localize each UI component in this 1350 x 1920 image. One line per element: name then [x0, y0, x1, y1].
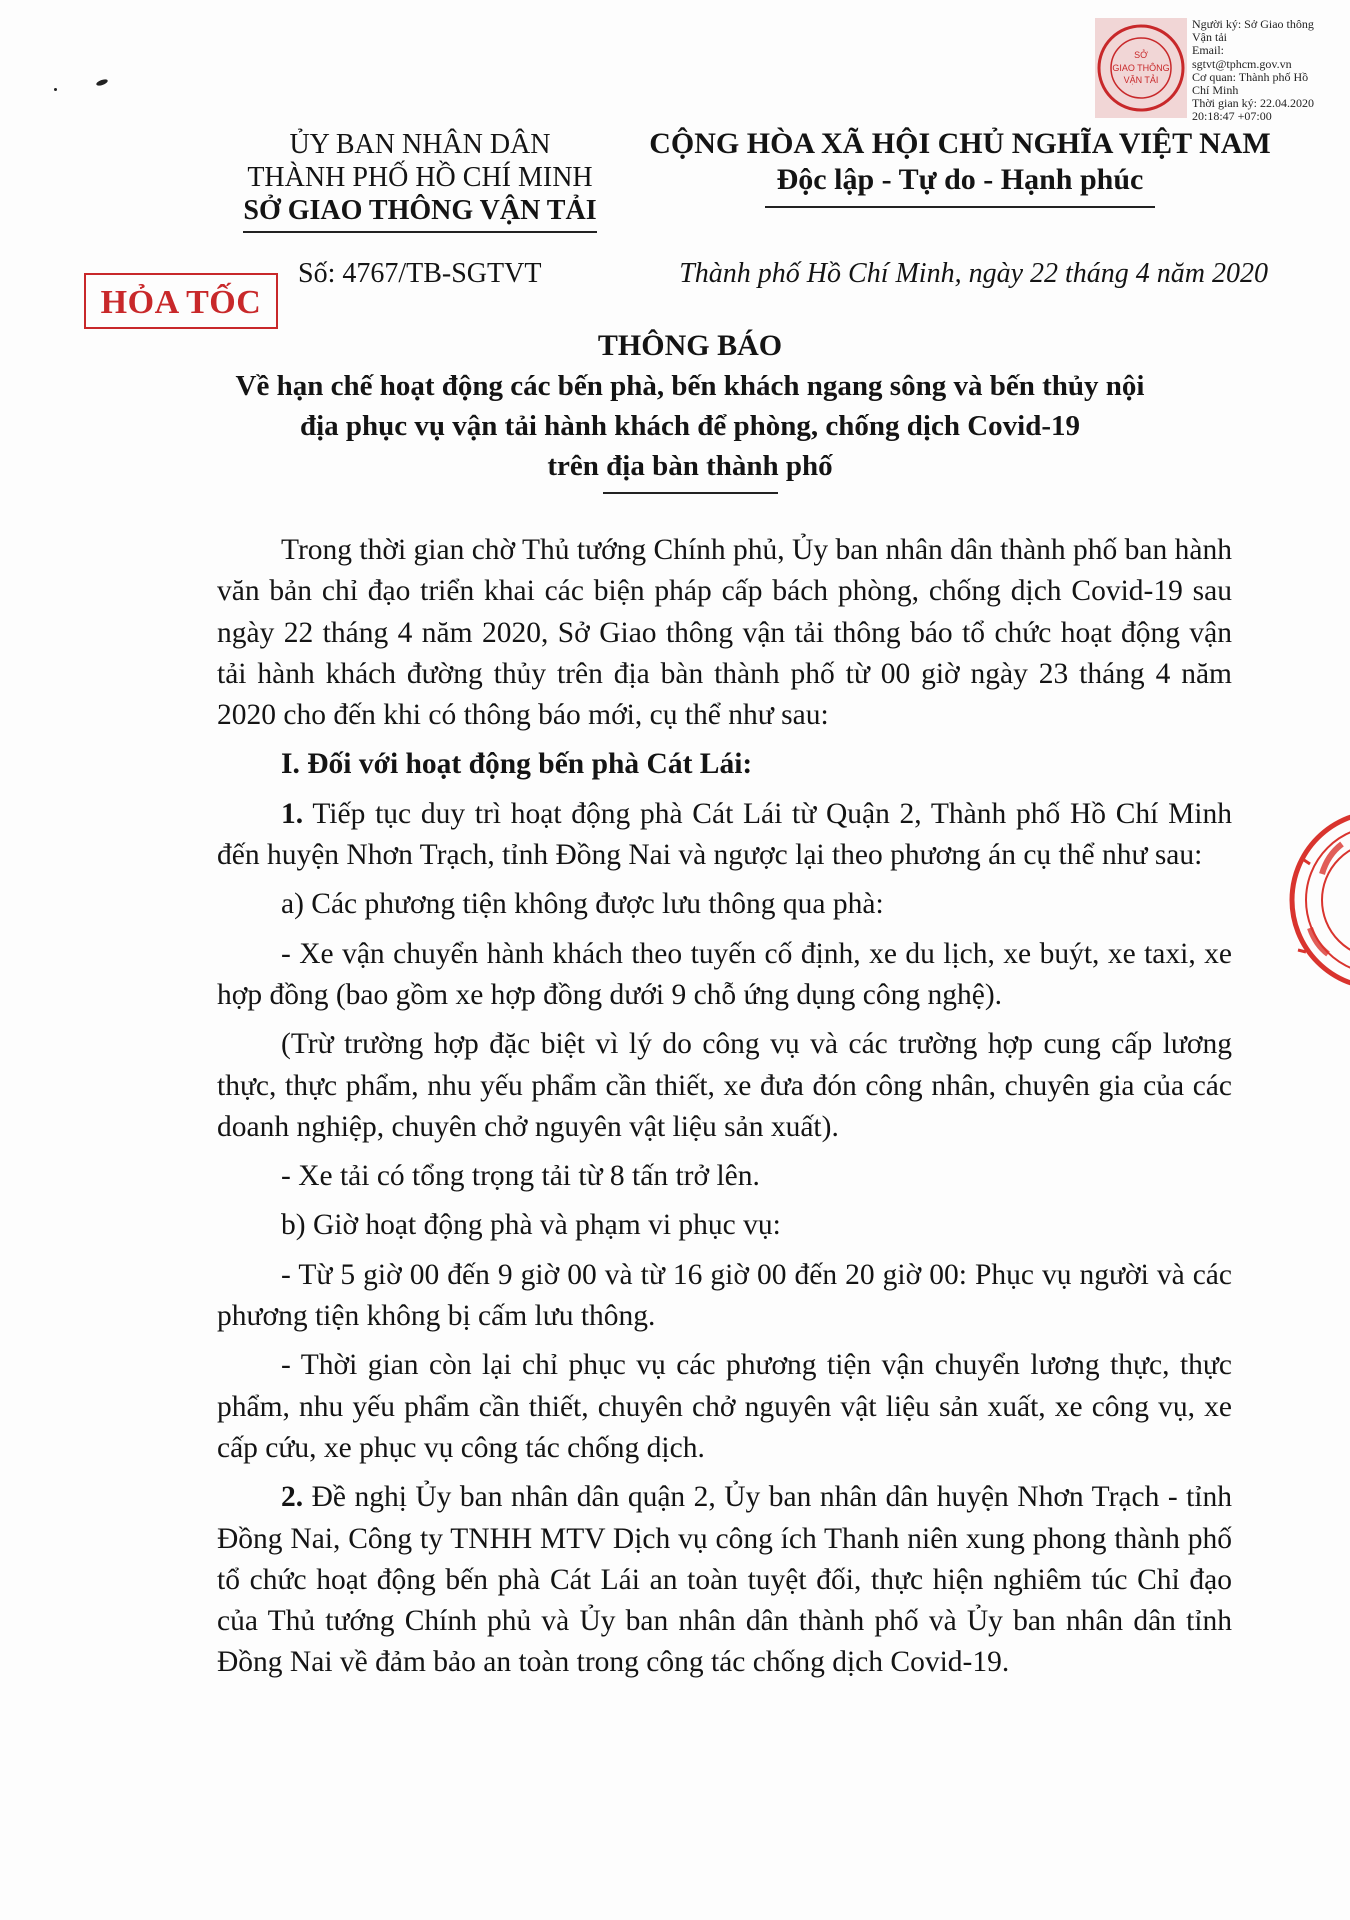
- title-underline: [603, 492, 778, 494]
- stamp-text: SỞ: [1134, 50, 1148, 60]
- signature-line: Chí Minh: [1192, 83, 1239, 98]
- signature-line: Người ký: Sở Giao thông: [1192, 17, 1314, 31]
- item-number: 2.: [281, 1481, 304, 1514]
- sub-item: - Xe vận chuyển hành khách theo tuyến cố định, xe du lịch, xe buýt, xe taxi, xe hợp đồng (bao gồm xe hợp đồng dưới 9 chỗ ứng dụng công nghệ).: [217, 937, 1232, 1011]
- sub-item: a) Các phương tiện không được lưu thông qua phà:: [281, 888, 884, 921]
- document-title: [140, 326, 1240, 494]
- section-heading: I. Đối với hoạt động bến phà Cát Lái:: [281, 748, 753, 781]
- title-subject-line: địa phục vụ vận tải hành khách để phòng, chống dịch Covid-19: [299, 410, 1081, 442]
- document-date: Thành phố Hồ Chí Minh, ngày 22 tháng 4 năm 2020: [679, 258, 1268, 289]
- sub-item: - Thời gian còn lại chỉ phục vụ các phương tiện vận chuyển lương thực, thực phẩm, nhu yếu phẩm cần thiết, chuyên chở nguyên vật liệu sản xuất, xe công vụ, xe cấp cứu, xe phục vụ công tác chống dịch.: [217, 1349, 1232, 1464]
- agency-name: SỞ GIAO THÔNG VẬN TẢI: [243, 194, 596, 233]
- item-text: Tiếp tục duy trì hoạt động phà Cát Lái từ Quận 2, Thành phố Hồ Chí Minh đến huyện Nhơn Trạch, tỉnh Đồng Nai và ngược lại theo phương án cụ thể như sau:: [217, 797, 1232, 872]
- stamp-text: VẬN TẢI: [1123, 75, 1159, 85]
- signature-line: Email:: [1192, 43, 1224, 58]
- national-header: [630, 126, 1290, 208]
- agency-line: THÀNH PHỐ HỒ CHÍ MINH: [247, 162, 593, 193]
- title-subject-line: trên địa bàn thành phố: [547, 450, 833, 482]
- signature-info: [1192, 18, 1342, 124]
- title-subject-line: Về hạn chế hoạt động các bến phà, bến khách ngang sông và bến thủy nội: [235, 370, 1145, 402]
- numbered-paragraph: [217, 794, 1232, 877]
- numbered-paragraph: [217, 1477, 1232, 1683]
- item-number: 1.: [281, 797, 304, 830]
- nation-name: CỘNG HÒA XÃ HỘI CHỦ NGHĨA VIỆT NAM: [649, 127, 1271, 160]
- document-number: Số: 4767/TB-SGTVT: [298, 258, 542, 289]
- national-motto: Độc lập - Tự do - Hạnh phúc: [776, 163, 1144, 196]
- sub-item: b) Giờ hoạt động phà và phạm vi phục vụ:: [281, 1209, 781, 1242]
- sub-item: (Trừ trường hợp đặc biệt vì lý do công vụ và các trường hợp cung cấp lương thực, thực phẩm, nhu yếu phẩm cần thiết, xe đưa đón công nhân, chuyên gia của các doanh nghiệp, chuyên chở nguyên vật liệu sản xuất).: [217, 1028, 1232, 1143]
- agency-line: ỦY BAN NHÂN DÂN: [289, 129, 551, 160]
- signature-line: Vận tải: [1192, 30, 1227, 45]
- stamp-text: GIAO THÔNG: [1112, 63, 1170, 73]
- signature-line: sgtvt@tphcm.gov.vn: [1192, 56, 1292, 71]
- sub-item: - Xe tải có tổng trọng tải từ 8 tấn trở lên.: [281, 1160, 760, 1193]
- scan-speck: [54, 88, 57, 91]
- item-text: Đề nghị Ủy ban nhân dân quận 2, Ủy ban nhân dân huyện Nhơn Trạch - tỉnh Đồng Nai, Công ty TNHH MTV Dịch vụ công ích Thanh niên xung phong thành phố tổ chức hoạt động bến phà Cát Lái an toàn tuyệt đối, thực hiện nghiêm túc Chỉ đạo của Thủ tướng Chính phủ và Ủy ban nhân dân thành phố và Ủy ban nhân dân tỉnh Đồng Nai về đảm bảo an toàn trong công tác chống dịch Covid-19.: [217, 1481, 1232, 1679]
- scan-speck: [96, 78, 109, 87]
- intro-paragraph: Trong thời gian chờ Thủ tướng Chính phủ, Ủy ban nhân dân thành phố ban hành văn bản chỉ đạo triển khai các biện pháp cấp bách phòng, chống dịch Covid-19 sau ngày 22 tháng 4 năm 2020, Sở Giao thông vận tải thông báo tổ chức hoạt động vận tải hành khách đường thủy trên địa bàn thành phố từ 00 giờ ngày 23 tháng 4 năm 2020 cho đến khi có thông báo mới, cụ thể như sau:: [217, 534, 1232, 732]
- urgent-stamp: HỎA TỐC: [84, 273, 278, 329]
- signature-line: Cơ quan: Thành phố Hồ: [1192, 69, 1309, 84]
- signature-line: 20:18:47 +07:00: [1192, 109, 1272, 124]
- signature-line: Thời gian ký: 22.04.2020: [1192, 96, 1315, 111]
- sub-item: - Từ 5 giờ 00 đến 9 giờ 00 và từ 16 giờ 00 đến 20 giờ 00: Phục vụ người và các phương tiện không bị cấm lưu thông.: [217, 1258, 1232, 1333]
- edge-seal: [1270, 800, 1350, 1000]
- issuing-agency: [210, 128, 630, 233]
- motto-underline: [765, 206, 1155, 208]
- title-main: THÔNG BÁO: [597, 329, 783, 362]
- document-body: [217, 530, 1232, 1692]
- signature-stamp: [1095, 18, 1187, 118]
